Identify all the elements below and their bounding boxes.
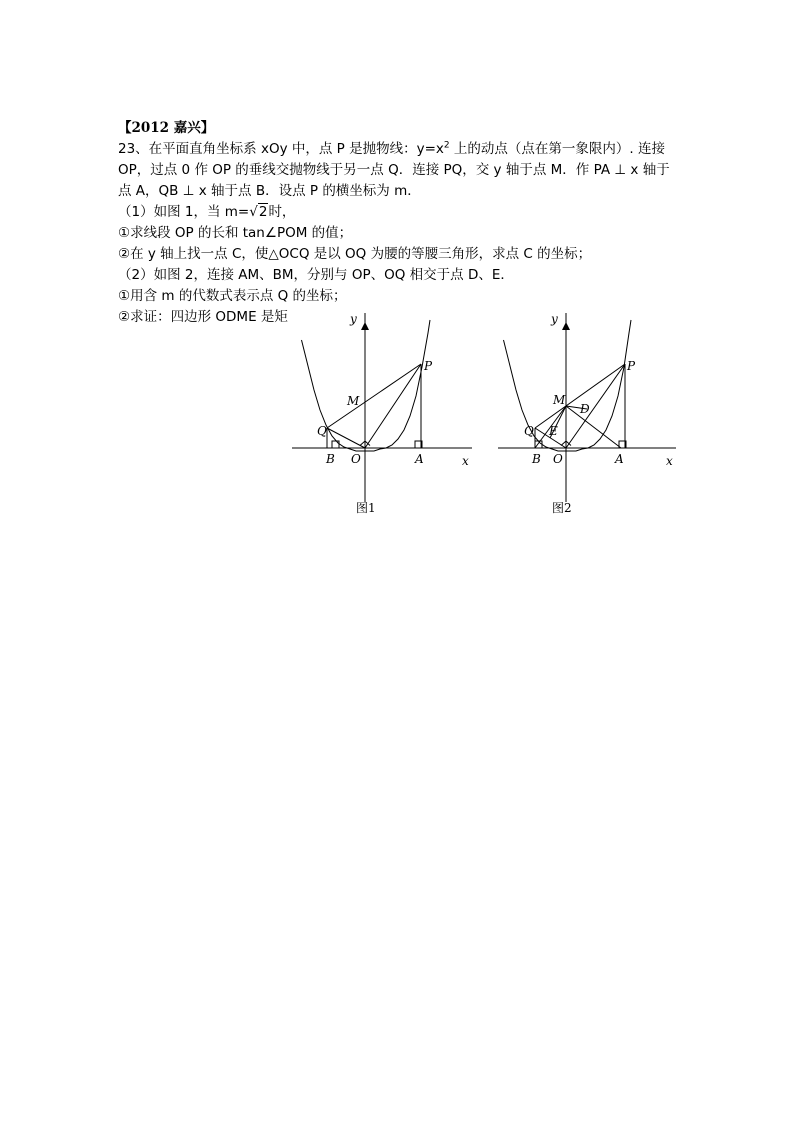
problem-statement-line-1 [118, 139, 665, 160]
line1-tail: 上的动点（点在第一象限内）. 连接 [449, 141, 665, 157]
part1-head: （1）如图 1，当 m= [118, 204, 250, 220]
part-1-heading [118, 202, 295, 223]
label-P: P [424, 359, 433, 373]
label-A: A [415, 452, 424, 466]
line1-text: 23、在平面直角坐标系 xOy 中，点 P 是抛物线：y=x [118, 141, 444, 157]
y-axis-arrow [562, 322, 570, 330]
question-2-2: ②求证：四边形 ODME 是矩 [118, 309, 288, 325]
label-B: B [326, 452, 335, 466]
label-y: y [551, 312, 558, 326]
parabola-curve [504, 320, 632, 451]
label-y: y [350, 312, 357, 326]
label-Q: Q [317, 424, 327, 438]
figure-2-diagram [494, 305, 694, 468]
sqrt-symbol: √2 [249, 204, 268, 220]
question-1-1: ①求线段 OP 的长和 tan∠POM 的值； [118, 225, 353, 241]
label-O: O [553, 452, 563, 466]
segment-OQ [327, 428, 365, 448]
exponent: 2 [443, 140, 450, 151]
label-x: x [666, 454, 673, 468]
label-M: M [553, 393, 566, 407]
label-O: O [351, 452, 361, 466]
label-E: E [549, 424, 558, 438]
segment-QP [327, 364, 421, 428]
problem-statement-line-2: OP，过点 0 作 OP 的垂线交抛物线于另一点 Q．连接 PQ，交 y 轴于点 M．作 PA ⊥ x 轴于 [118, 162, 670, 178]
label-Q: Q [524, 424, 534, 438]
part1-tail: 时， [268, 204, 296, 220]
part-2-heading: （2）如图 2，连接 AM、BM，分别与 OP、OQ 相交于点 D、E． [118, 267, 514, 283]
figure-1-diagram [290, 305, 490, 468]
segment-OP [566, 364, 625, 448]
sqrt-radicand: 2 [258, 204, 268, 220]
label-D: D [580, 402, 590, 416]
figure-2-caption: 图2 [552, 501, 572, 515]
question-1-2: ②在 y 轴上找一点 C，使△OCQ 是以 OQ 为腰的等腰三角形，求点 C 的坐标； [118, 246, 592, 262]
label-B: B [532, 452, 541, 466]
problem-title: 【2012 嘉兴】 [118, 120, 215, 136]
label-x: x [462, 454, 469, 468]
question-2-1: ①用含 m 的代数式表示点 Q 的坐标； [118, 288, 347, 304]
right-angle-mark-B [332, 441, 339, 448]
label-M: M [347, 394, 360, 408]
label-A: A [615, 452, 624, 466]
figure-1-caption: 图1 [356, 501, 376, 515]
y-axis-arrow [361, 322, 369, 330]
label-P: P [627, 359, 636, 373]
problem-statement-line-3: 点 A，QB ⊥ x 轴于点 B．设点 P 的横坐标为 m． [118, 183, 421, 199]
